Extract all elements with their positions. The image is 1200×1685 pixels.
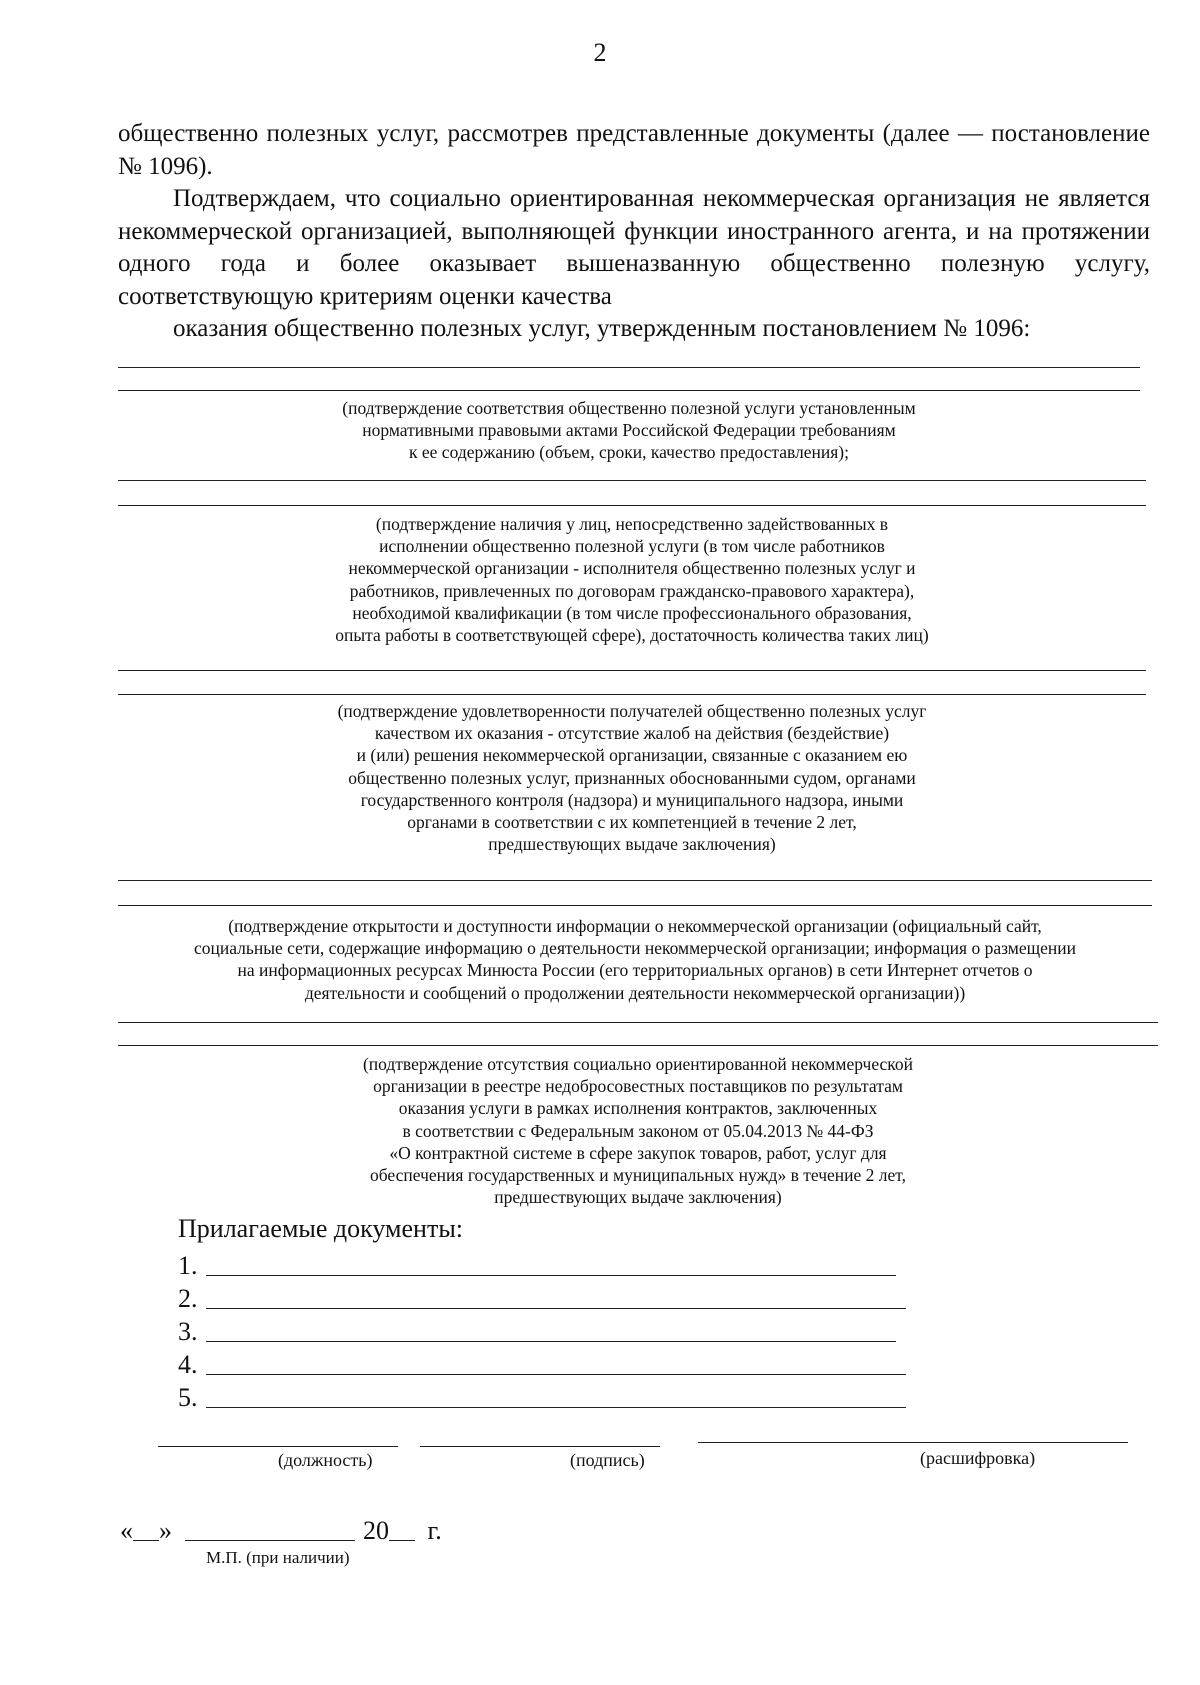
attached-document-item [178,1383,204,1413]
item-number: 2. [178,1284,198,1313]
caption-line: качеством их оказания - отсутствие жалоб на действия (бездействие) [374,723,890,744]
caption-line: в соответствии с Федеральным законом от 05.04.2013 № 44-ФЗ [402,1120,874,1141]
attached-document-field[interactable] [206,1308,906,1309]
caption-line: общественно полезных услуг, признанных обоснованными судом, органами [348,767,916,788]
year-field[interactable] [389,1518,415,1541]
month-field[interactable] [185,1518,355,1541]
intro-paragraph: общественно полезных услуг, рассмотрев представленные документы (далее — постановление № 1096). [118,120,1150,180]
date-close-quote: » [159,1516,172,1545]
section-caption-service-requirements [118,397,1140,464]
caption-line: деятельности и сообщений о продолжении деятельности некоммерческой организации)) [304,982,966,1003]
caption-line: государственного контроля (надзора) и муниципального надзора, иными [360,789,904,810]
confirmation-paragraph-last-line: оказания общественно полезных услуг, утвержденным постановлением № 1096: [173,315,1031,342]
attached-document-item [178,1317,204,1347]
caption-line: некоммерческой организации - исполнителя общественно полезных услуг и [348,558,916,579]
attached-documents-title: Прилагаемые документы: [178,1214,464,1243]
item-number: 3. [178,1317,198,1346]
attached-document-field[interactable] [206,1275,896,1276]
caption-line: (подтверждение отсутствия социально ориентированной некоммерческой [362,1054,914,1074]
caption-line: на информационных ресурсах Минюста России (его территориальных органов) в сети Интернет отчетов о [237,960,1033,981]
confirmation-paragraph-main: Подтверждаем, что социально ориентированная некоммерческая организация не является некоммерческой организацией, выполняющей функции иностранного агента, и на протяжении одного года и более оказывает вышеназванную общественно полезную услугу, соответствующую критериям оценки качества [118,185,1150,310]
attached-document-item [178,1284,204,1314]
caption-line: (подтверждение соответствия общественно полезной услуги установленным [342,398,916,418]
fill-line[interactable] [118,694,1146,695]
caption-line: предшествующих выдаче заключения) [494,1187,782,1208]
caption-line: необходимой квалификации (в том числе профессионального образования, [352,602,912,623]
caption-line: организации в реестре недобросовестных поставщиков по результатам [373,1076,903,1097]
fill-line[interactable] [118,505,1146,506]
signature-field[interactable] [420,1446,660,1447]
fill-line[interactable] [118,905,1152,906]
signature-label: (подпись) [570,1450,645,1470]
caption-line: обеспечения государственных и муниципальных нужд» в течение 2 лет, [370,1165,906,1186]
page-number: 2 [593,38,607,67]
year-suffix: г. [427,1516,442,1545]
attached-document-item [178,1350,204,1380]
fill-line[interactable] [118,480,1146,481]
caption-line: и (или) решения некоммерческой организации, связанные с оказанием ею [356,745,908,766]
attached-document-field[interactable] [206,1341,896,1342]
attached-document-field[interactable] [206,1407,906,1408]
caption-line: (подтверждение удовлетворенности получателей общественно полезных услуг [337,701,927,721]
caption-line: предшествующих выдаче заключения) [488,834,776,855]
item-number: 4. [178,1350,198,1379]
caption-line: социальные сети, содержащие информацию о деятельности некоммерческой организации; информация о размещении [194,938,1076,959]
caption-line: нормативными правовыми актами Российской Федерации требованиям [362,420,896,441]
caption-line: органами в соответствии с их компетенцией в течение 2 лет, [407,812,857,833]
fill-line[interactable] [118,880,1152,881]
fill-line[interactable] [118,1045,1158,1046]
date-open-quote: « [120,1516,133,1545]
attached-document-item [178,1251,204,1281]
stamp-label: М.П. (при наличии) [206,1548,350,1567]
confirmation-paragraph [118,183,1150,346]
section-caption-staff-qualification [118,513,1146,646]
caption-line: (подтверждение наличия у лиц, непосредственно задействованных в [375,514,889,534]
section-caption-registry-absence [118,1053,1158,1208]
section-caption-information-openness [110,915,1160,1004]
caption-line: работников, привлеченных по договорам гражданско-правового характера), [349,580,915,601]
caption-line: к ее содержанию (объем, сроки, качество предоставления); [409,442,849,463]
fill-line[interactable] [118,1022,1158,1023]
fill-line[interactable] [118,367,1140,368]
name-field[interactable] [698,1442,1128,1443]
caption-line: исполнении общественно полезной услуги (в том числе работников [379,536,885,557]
section-caption-recipient-satisfaction [118,700,1146,855]
attached-document-field[interactable] [206,1374,906,1375]
caption-line: (подтверждение открытости и доступности информации о некоммерческой организации (официальный сайт, [228,916,1042,936]
date-line [120,1516,442,1546]
position-field[interactable] [158,1446,398,1447]
caption-line: оказания услуги в рамках исполнения контрактов, заключенных [398,1098,878,1119]
fill-line[interactable] [118,670,1146,671]
day-field[interactable] [133,1518,159,1541]
fill-line[interactable] [118,390,1140,391]
item-number: 1. [178,1251,198,1280]
name-label: (расшифровка) [920,1448,1036,1468]
caption-line: опыта работы в соответствующей сфере), достаточность количества таких лиц) [335,625,929,646]
item-number: 5. [178,1383,198,1412]
caption-line: «О контрактной системе в сфере закупок товаров, работ, услуг для [389,1142,887,1163]
position-label: (должность) [278,1450,373,1470]
year-prefix: 20 [363,1516,389,1545]
